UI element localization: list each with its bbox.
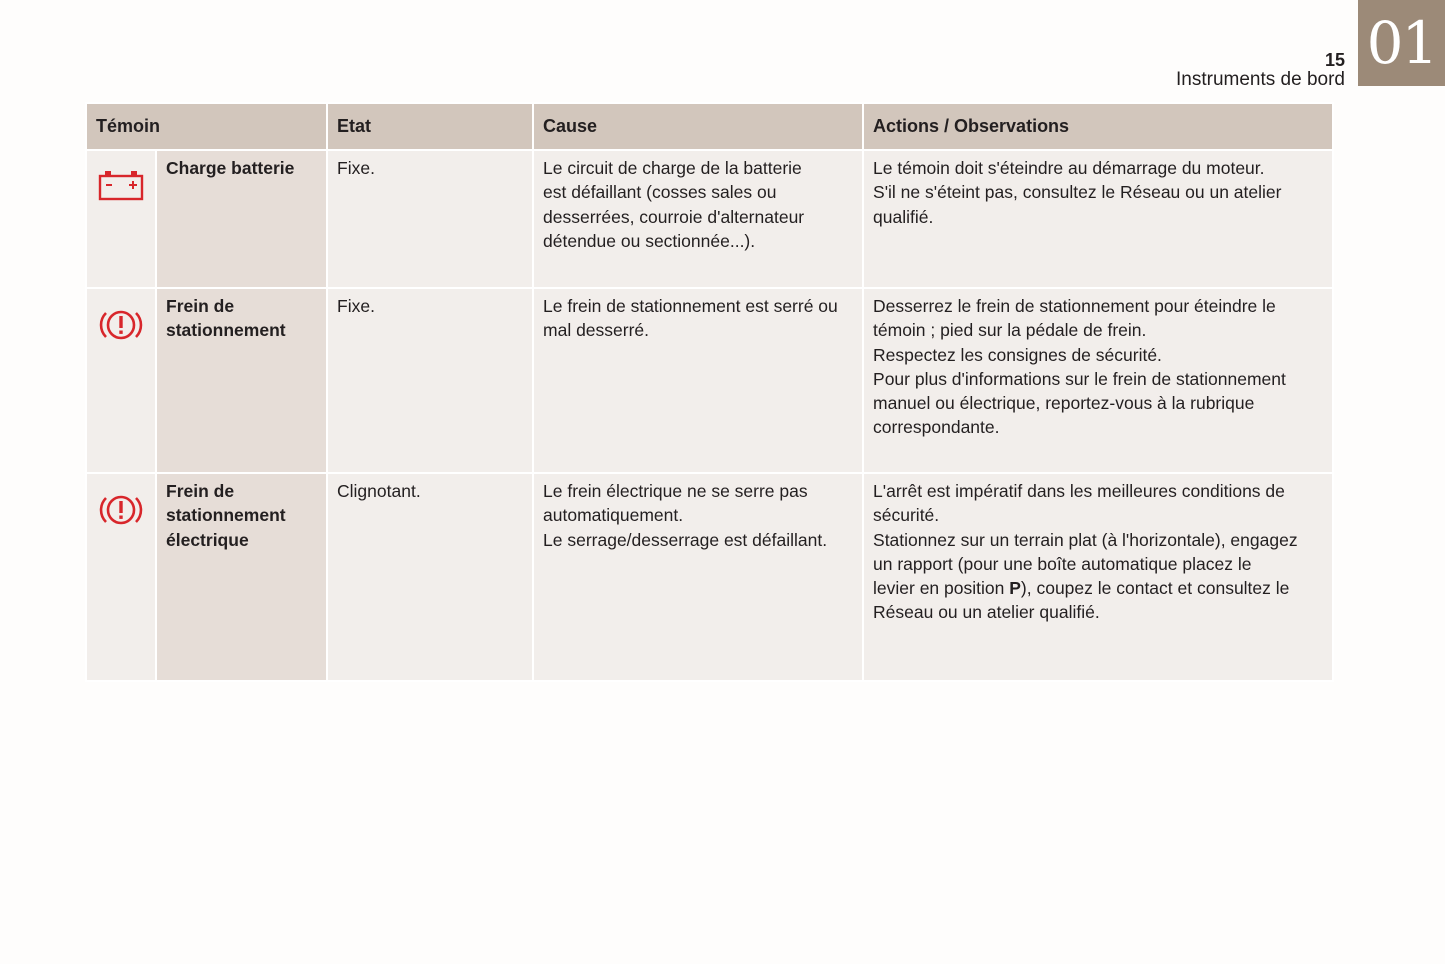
- column-header-actions: Actions / Observations: [863, 103, 1333, 150]
- warning-name: Frein de stationnement électrique: [156, 473, 327, 681]
- cause-cell: Le frein électrique ne se serre pas automatiquement. Le serrage/desserrage est défaillant.: [533, 473, 863, 681]
- actions-cell: L'arrêt est impératif dans les meilleures conditions de sécurité. Stationnez sur un terrain plat (à l'horizontale), engagez un rapport (pour une boîte automatique placez le levier en position P), coupez le contact et consultez le Réseau ou un atelier qualifié.: [863, 473, 1333, 681]
- battery-charge-icon: [97, 167, 145, 207]
- column-header-cause: Cause: [533, 103, 863, 150]
- icon-cell: [86, 288, 156, 473]
- parking-brake-icon: [97, 490, 145, 530]
- table-header-row: [86, 103, 1333, 150]
- etat-cell: Fixe.: [327, 288, 533, 473]
- warning-lights-table: [85, 102, 1334, 682]
- page-number: 15: [1324, 50, 1345, 70]
- cause-cell: Le circuit de charge de la batterie est défaillant (cosses sales ou desserrées, courroie d'alternateur détendue ou sectionnée...).: [533, 150, 863, 288]
- etat-cell: Clignotant.: [327, 473, 533, 681]
- table-row: [86, 473, 1333, 681]
- actions-cell: Desserrez le frein de stationnement pour éteindre le témoin ; pied sur la pédale de frein. Respectez les consignes de sécurité. Pour plus d'informations sur le frein de stationnement manuel ou électrique, reportez-vous à la rubrique correspondante.: [863, 288, 1333, 473]
- chapter-tab: 01: [1358, 0, 1445, 86]
- table-row: [86, 288, 1333, 473]
- icon-cell: [86, 150, 156, 288]
- column-header-temoin: Témoin: [86, 103, 327, 150]
- warning-name: Charge batterie: [156, 150, 327, 288]
- parking-brake-icon: [97, 305, 145, 345]
- cause-cell: Le frein de stationnement est serré ou mal desserré.: [533, 288, 863, 473]
- icon-cell: [86, 473, 156, 681]
- section-title: Instruments de bord: [1176, 69, 1345, 90]
- column-header-etat: Etat: [327, 103, 533, 150]
- actions-cell: Le témoin doit s'éteindre au démarrage du moteur. S'il ne s'éteint pas, consultez le Réseau ou un atelier qualifié.: [863, 150, 1333, 288]
- table-row: [86, 150, 1333, 288]
- warning-name: Frein de stationnement: [156, 288, 327, 473]
- etat-cell: Fixe.: [327, 150, 533, 288]
